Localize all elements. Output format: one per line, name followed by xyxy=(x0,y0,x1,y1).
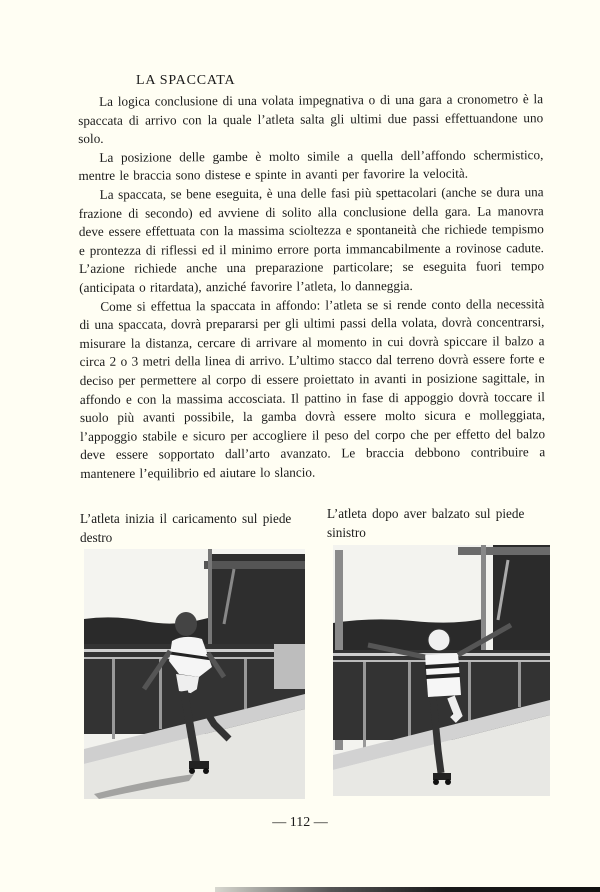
figure-caption-right: L’atleta dopo aver balzato sul piede sinistro xyxy=(327,506,525,540)
body-text xyxy=(78,90,545,483)
paragraph: La logica conclusione di una volata impegnativa o di una gara a cronometro è la spaccata di arrivo con la quale l’atleta salta gli ultimi due passi effettuandone uno solo. xyxy=(78,91,544,147)
paragraph: La spaccata, se bene eseguita, è una delle fasi più spettacolari (anche se dura una frazione di secondo) ed avviene di solito alla conclusione della gara. La manovra deve essere effettuata con la massima scioltezza e spontaneità che richiede tempismo e prontezza di riflessi ed il minimo errore porta immancabilmente a rovinose cadute. L’azione richiede anche una preparazione particolare; se eseguita fuori tempo (anticipata o ritardata), anziché favorire l’atleta, lo danneggia. xyxy=(78,184,545,295)
photo-illustration xyxy=(84,549,305,799)
figure-caption-left: L’atleta inizia il caricamento sul piede destro xyxy=(80,511,292,545)
photo-illustration xyxy=(333,545,550,796)
photo-skater-after-jump xyxy=(333,545,550,796)
paragraph: La posizione delle gambe è molto simile a quella dell’affondo schermistico, mentre le braccia sono distese e spinte in avanti per favorire la velocità. xyxy=(78,146,544,184)
page-number: — 112 — xyxy=(272,815,328,830)
section-heading: LA SPACCATA xyxy=(136,73,236,88)
scan-edge-shadow xyxy=(215,887,600,892)
photo-skater-loading xyxy=(84,549,305,799)
paragraph: Come si effettua la spaccata in affondo: l’atleta se si rende conto della necessità di una spaccata, dovrà prepararsi per gli ultimi passi della volata, dovrà concentrarsi, misurare la distanza, cercare di arrivare al momento in cui dovrà spiccare il balzo a circa 2 o 3 metri della linea di arrivo. L’ultimo stacco dal terreno dovrà essere forte e deciso per permettere al corpo di essere proiettato in avanti in posizione sagittale, in affondo e con la massima accosciata. Il pattino in fase di appoggio dovrà toccare il suolo più avanti possibile, la gamba dovrà essere molto sicura e molleggiata, l’appoggio stabile e sicuro per accogliere il peso del corpo che per effetto del balzo deve essere sopportato dall’arto avanzato. Le braccia debbono contribuire a mantenere l’equilibrio ed aiutare lo slancio. xyxy=(79,295,546,481)
